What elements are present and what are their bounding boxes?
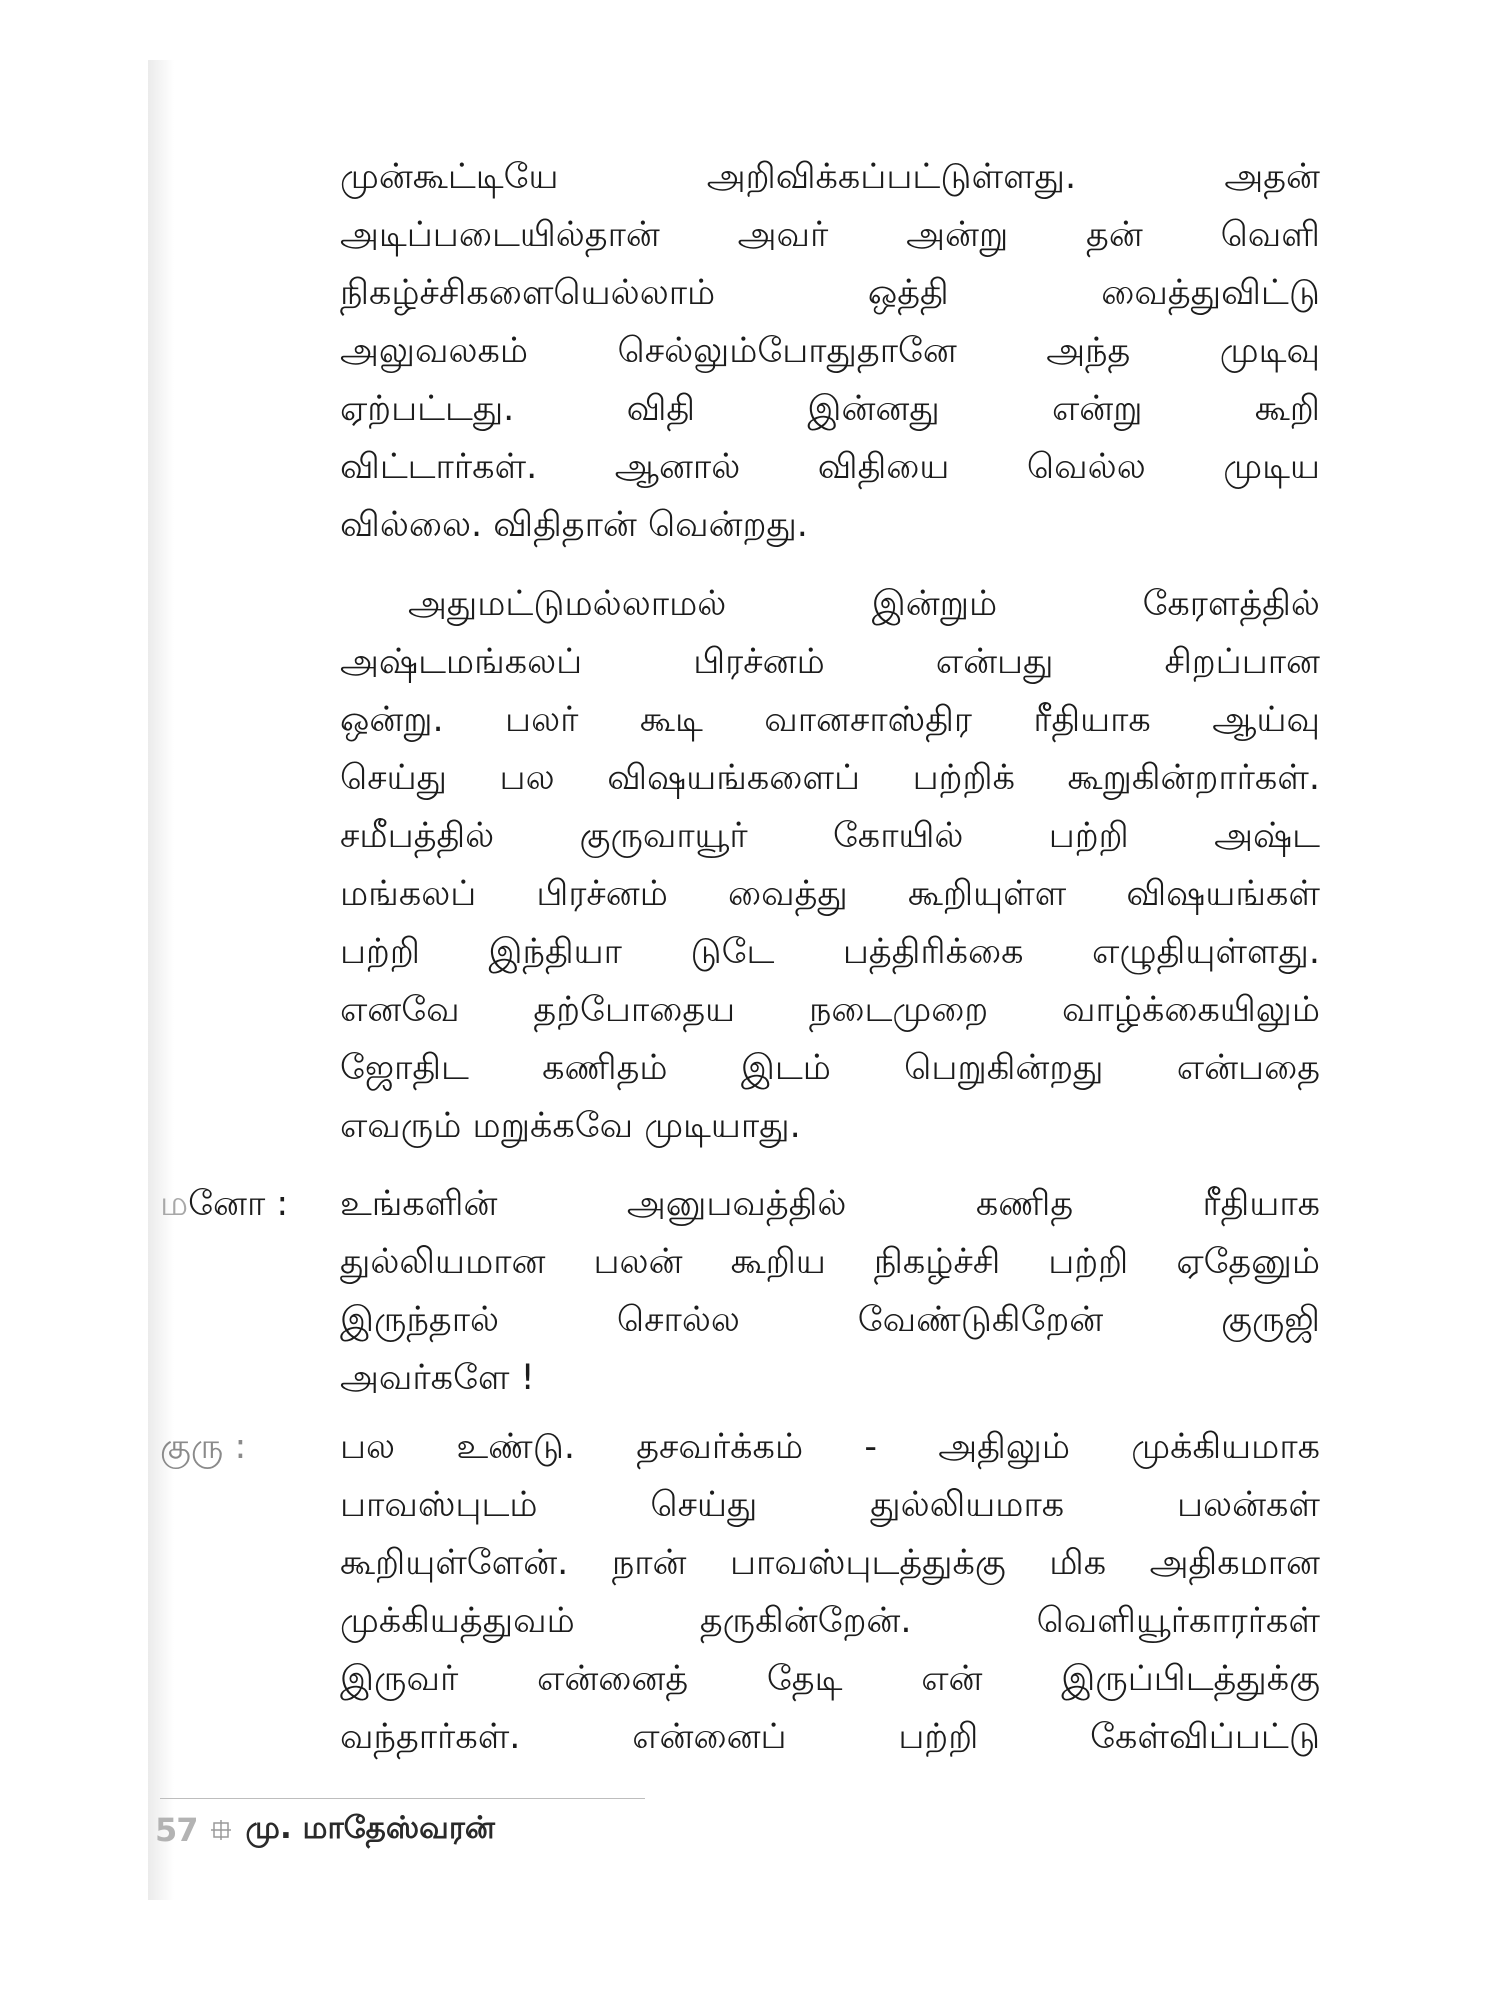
text-line: துல்லியமான பலன் கூறிய நிகழ்ச்சி பற்றி ஏதேனும் [340, 1242, 1320, 1282]
text-line: அஷ்டமங்கலப் பிரச்னம் என்பது சிறப்பான [340, 642, 1320, 682]
speaker-label-guru [160, 1418, 246, 1476]
text-line: ஏற்பட்டது. விதி இன்னது என்று கூறி [340, 389, 1320, 429]
text-line: மங்கலப் பிரச்னம் வைத்து கூறியுள்ள விஷயங்கள் [340, 874, 1320, 914]
text-line: அதுமட்டுமல்லாமல் இன்றும் கேரளத்தில் [408, 584, 1320, 624]
text-line: ஒன்று. பலர் கூடி வானசாஸ்திர ரீதியாக ஆய்வு [340, 700, 1320, 740]
text-line: பாவஸ்புடம் செய்து துல்லியமாக பலன்கள் [340, 1485, 1320, 1525]
text-line: வந்தார்கள். என்னைப் பற்றி கேள்விப்பட்டு [340, 1717, 1320, 1757]
speaker-label-text: னோ : [188, 1184, 289, 1224]
speaker-label-text: குரு : [160, 1427, 247, 1467]
text-line: வில்லை. விதிதான் வென்றது. [340, 505, 808, 545]
speaker-label-faded: ம [160, 1184, 189, 1224]
text-line: எவரும் மறுக்கவே முடியாது. [340, 1106, 801, 1146]
text-line: அலுவலகம் செல்லும்போதுதானே அந்த முடிவு [340, 331, 1320, 371]
crosshair-icon [210, 1819, 232, 1841]
paragraph-1 [340, 148, 1320, 554]
text-line: பற்றி இந்தியா டுடே பத்திரிக்கை எழுதியுள்ளது. [340, 932, 1320, 972]
text-line: நிகழ்ச்சிகளையெல்லாம் ஒத்தி வைத்துவிட்டு [340, 273, 1320, 313]
text-line: விட்டார்கள். ஆனால் விதியை வெல்ல முடிய [340, 447, 1320, 487]
text-line: உங்களின் அனுபவத்தில் கணித ரீதியாக [340, 1184, 1320, 1224]
text-line: எனவே தற்போதைய நடைமுறை வாழ்க்கையிலும் [340, 990, 1320, 1030]
speaker-label-mano [160, 1175, 288, 1233]
text-line: ஜோதிட கணிதம் இடம் பெறுகின்றது என்பதை [340, 1048, 1320, 1088]
paragraph-2 [340, 575, 1320, 1155]
text-line: முக்கியத்துவம் தருகின்றேன். வெளியூர்காரர்கள் [340, 1601, 1320, 1641]
author-name: மு. மாதேஸ்வரன் [245, 1810, 495, 1846]
text-line: செய்து பல விஷயங்களைப் பற்றிக் கூறுகின்றார்கள். [340, 758, 1320, 798]
page-footer [155, 1805, 495, 1855]
text-line: இருவர் என்னைத் தேடி என் இருப்பிடத்துக்கு [340, 1659, 1320, 1699]
text-line: இருந்தால் சொல்ல வேண்டுகிறேன் குருஜி [340, 1300, 1320, 1340]
text-line: முன்கூட்டியே அறிவிக்கப்பட்டுள்ளது. அதன் [340, 157, 1320, 197]
text-line: அவர்களே ! [340, 1358, 535, 1398]
text-line: பல உண்டு. தசவர்க்கம் - அதிலும் முக்கியமாக [340, 1427, 1320, 1467]
dialogue-2 [340, 1418, 1320, 1766]
page-gutter-shadow [148, 60, 174, 1900]
footer-divider [160, 1798, 645, 1799]
text-line: சமீபத்தில் குருவாயூர் கோயில் பற்றி அஷ்ட [340, 816, 1320, 856]
page-number: 57 [155, 1811, 198, 1849]
text-line: கூறியுள்ளேன். நான் பாவஸ்புடத்துக்கு மிக அதிகமான [340, 1543, 1320, 1583]
text-line: அடிப்படையில்தான் அவர் அன்று தன் வெளி [340, 215, 1320, 255]
dialogue-1 [340, 1175, 1320, 1407]
